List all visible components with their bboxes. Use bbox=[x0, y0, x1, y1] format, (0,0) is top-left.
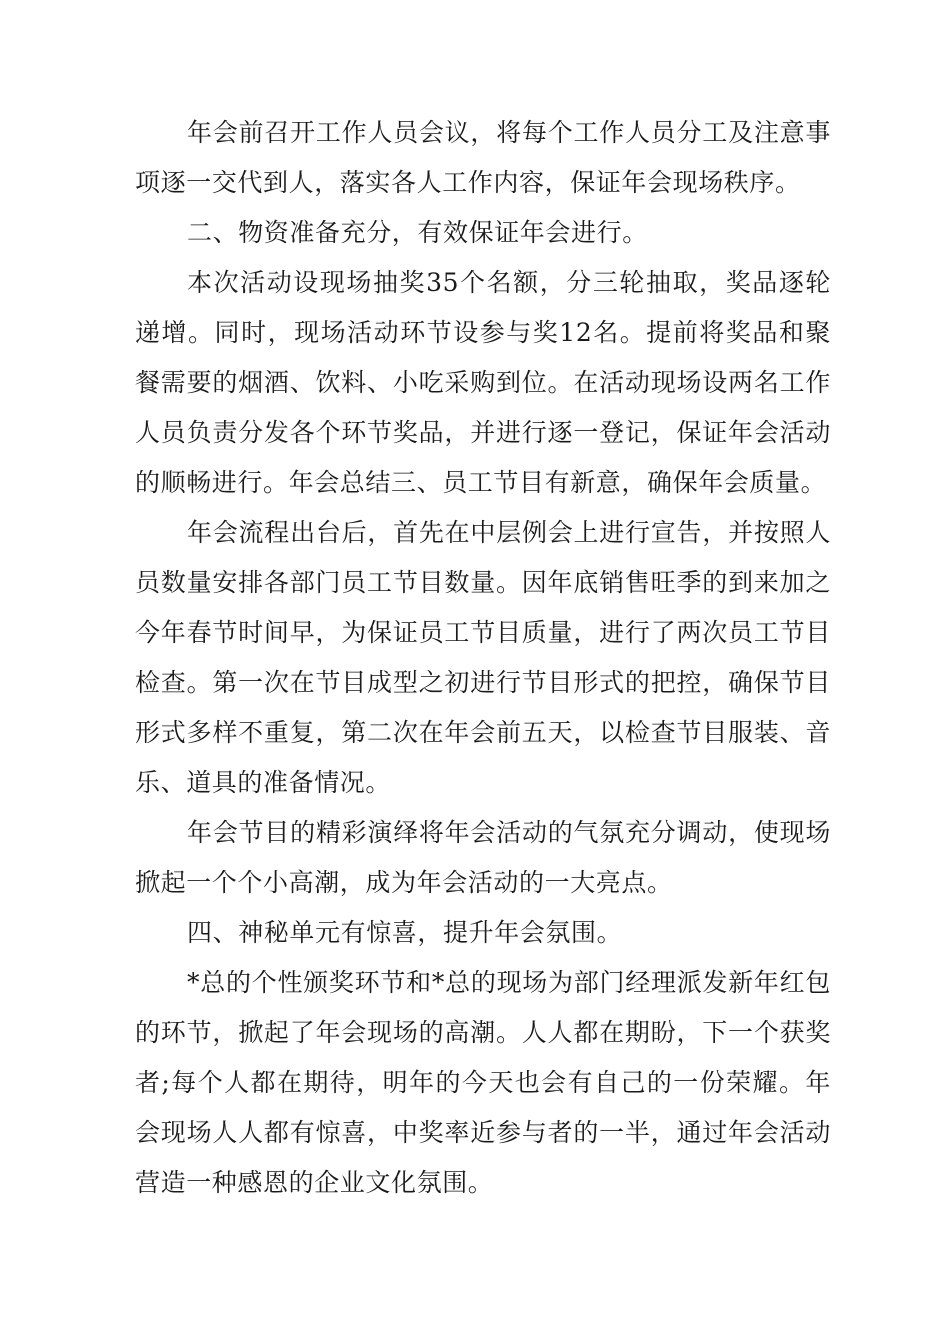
paragraph-lottery: 本次活动设现场抽奖35个名额，分三轮抽取，奖品逐轮递增。同时，现场活动环节设参与奖12名。提前将奖品和聚餐需要的烟酒、饮料、小吃采购到位。在活动现场设两名工作人员负责分发各个环节奖品，并进行逐一登记，保证年会活动的顺畅进行。年会总结三、员工节目有新意，确保年会质量。 bbox=[135, 268, 831, 497]
paragraph-awards: *总的个性颁奖环节和*总的现场为部门经理派发新年红包的环节，掀起了年会现场的高潮。人人都在期盼，下一个获奖者;每个人都在期待，明年的今天也会有自己的一份荣耀。年会现场人人都有惊喜，中奖率近参与者的一半，通过年会活动营造一种感恩的企业文化氛围。 bbox=[135, 968, 831, 1197]
document-body bbox=[135, 108, 831, 1208]
paragraph-performance: 年会节目的精彩演绎将年会活动的气氛充分调动，使现场掀起一个个小高潮，成为年会活动的一大亮点。 bbox=[135, 818, 831, 897]
heading-surprise: 四、神秘单元有惊喜，提升年会氛围。 bbox=[187, 918, 623, 947]
heading-materials: 二、物资准备充分，有效保证年会进行。 bbox=[187, 218, 648, 247]
paragraph-program-check: 年会流程出台后，首先在中层例会上进行宣告，并按照人员数量安排各部门员工节目数量。因年底销售旺季的到来加之今年春节时间早，为保证员工节目质量，进行了两次员工节目检查。第一次在节目成型之初进行节目形式的把控，确保节目形式多样不重复，第二次在年会前五天，以检查节目服装、音乐、道具的准备情况。 bbox=[135, 518, 831, 797]
paragraph-staff-meeting: 年会前召开工作人员会议，将每个工作人员分工及注意事项逐一交代到人，落实各人工作内容，保证年会现场秩序。 bbox=[135, 118, 831, 197]
